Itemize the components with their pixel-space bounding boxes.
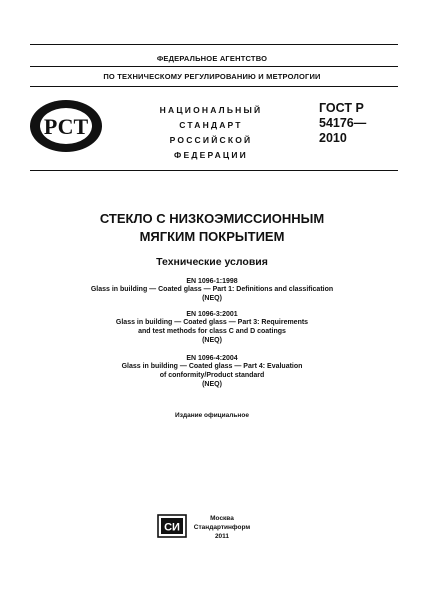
publisher-name: Стандартинформ <box>193 524 251 531</box>
reference-title: Glass in building — Coated glass — Part 1: Definitions and classification <box>90 286 334 293</box>
edition-label: Издание официальное <box>175 412 249 419</box>
publisher-year: 2011 <box>214 533 230 540</box>
national-standard-line3: РОССИЙСКОЙ <box>169 135 253 145</box>
reference-equivalence: (NEQ) <box>202 337 222 344</box>
top-rule <box>30 44 398 45</box>
reference-code: EN 1096-3:2001 <box>186 311 238 318</box>
header-rule-bottom <box>30 86 398 87</box>
publisher-city: Москва <box>210 515 234 522</box>
document-title-line2: МЯГКИМ ПОКРЫТИЕМ <box>139 229 285 244</box>
national-standard-line4: ФЕДЕРАЦИИ <box>174 150 248 160</box>
national-standard-line1: НАЦИОНАЛЬНЫЙ <box>159 105 263 115</box>
svg-text:СИ: СИ <box>164 521 180 534</box>
svg-text:РСТ: РСТ <box>43 114 89 139</box>
reference-code: EN 1096-1:1998 <box>186 278 238 285</box>
standard-designation-line1: ГОСТ Р <box>319 101 364 115</box>
header-bottom-rule <box>30 170 398 171</box>
standartinform-logo <box>157 514 187 538</box>
document-subtitle: Технические условия <box>156 256 268 268</box>
pct-certification-logo <box>28 98 104 154</box>
reference-title: Glass in building — Coated glass — Part 4: Evaluation <box>121 363 303 370</box>
agency-name-line1: ФЕДЕРАЛЬНОЕ АГЕНТСТВО <box>156 54 268 63</box>
national-standard-line2: СТАНДАРТ <box>179 120 243 130</box>
standard-designation-line2: 54176— <box>319 116 367 130</box>
agency-name-line2: ПО ТЕХНИЧЕСКОМУ РЕГУЛИРОВАНИЮ И МЕТРОЛОГИИ <box>103 72 321 81</box>
reference-equivalence: (NEQ) <box>202 381 222 388</box>
reference-code: EN 1096-4:2004 <box>186 355 238 362</box>
standard-designation-line3: 2010 <box>319 131 347 145</box>
reference-equivalence: (NEQ) <box>202 295 222 302</box>
document-title-line1: СТЕКЛО С НИЗКОЭМИССИОННЫМ <box>99 211 325 226</box>
reference-title-continued: and test methods for class C and D coatings <box>138 328 286 335</box>
reference-title: Glass in building — Coated glass — Part 3: Requirements <box>115 319 309 326</box>
reference-title-continued: of conformity/Product standard <box>159 372 265 379</box>
header-rule-middle <box>30 66 398 67</box>
